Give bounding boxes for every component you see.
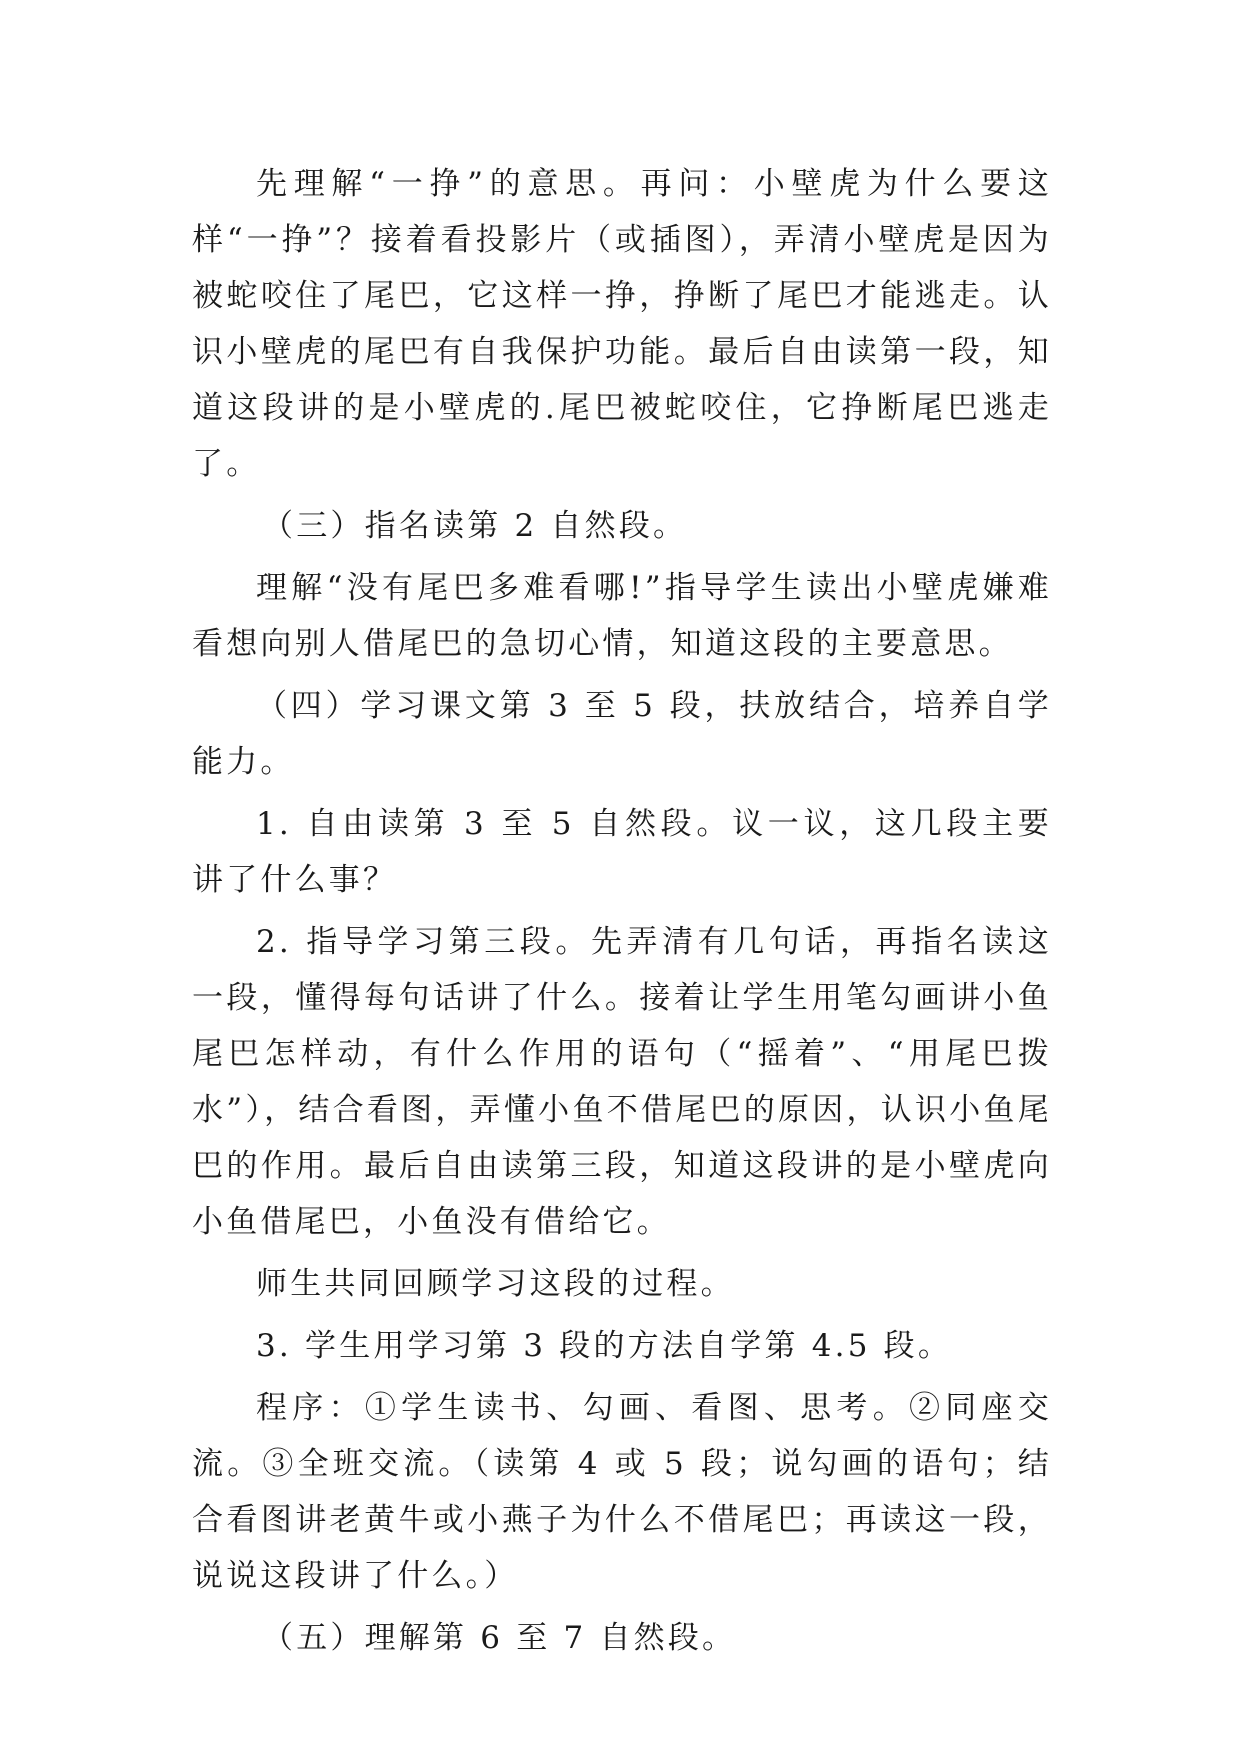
paragraph-step-two: 2. 指导学习第三段。先弄清有几句话，再指名读这一段，懂得每句话讲了什么。接着让学生用笔勾画讲小鱼尾巴怎样动，有什么作用的语句（“摇着”、“用尾巴拨水”），结合看图，弄懂小鱼不借尾巴的原因，认识小鱼尾巴的作用。最后自由读第三段，知道这段讲的是小壁虎向小鱼借尾巴，小鱼没有借给它。 [192, 924, 1052, 1240]
paragraph-understand-struggle: 先理解“一挣”的意思。再问：小壁虎为什么要这样“一挣”？接着看投影片（或插图），弄清小壁虎是因为被蛇咬住了尾巴，它这样一挣，挣断了尾巴才能逃走。认识小壁虎的尾巴有自我保护功能。最后自由读第一段，知道这段讲的是小壁虎的.尾巴被蛇咬住，它挣断尾巴逃走了。 [192, 166, 1052, 482]
document-body [192, 156, 1052, 1672]
paragraph-section-three-heading: （三）指名读第 2 自然段。 [262, 508, 688, 544]
paragraph-step-one: 1. 自由读第 3 至 5 自然段。议一议，这几段主要讲了什么事？ [192, 806, 1052, 898]
paragraph-section-four-heading: （四）学习课文第 3 至 5 段，扶放结合，培养自学能力。 [192, 688, 1052, 780]
paragraph-no-tail-ugly: 理解“没有尾巴多难看哪!”指导学生读出小壁虎嫌难看想向别人借尾巴的急切心情，知道这段的主要意思。 [192, 570, 1052, 662]
paragraph-section-five-heading: （五）理解第 6 至 7 自然段。 [262, 1620, 737, 1656]
paragraph-review-process: 师生共同回顾学习这段的过程。 [256, 1266, 735, 1302]
paragraph-procedure: 程序：①学生读书、勾画、看图、思考。②同座交流。③全班交流。（读第 4 或 5 段；说勾画的语句；结合看图讲老黄牛或小燕子为什么不借尾巴；再读这一段，说说这段讲了什么。） [192, 1390, 1052, 1594]
paragraph-step-three: 3. 学生用学习第 3 段的方法自学第 4.5 段。 [256, 1328, 953, 1364]
